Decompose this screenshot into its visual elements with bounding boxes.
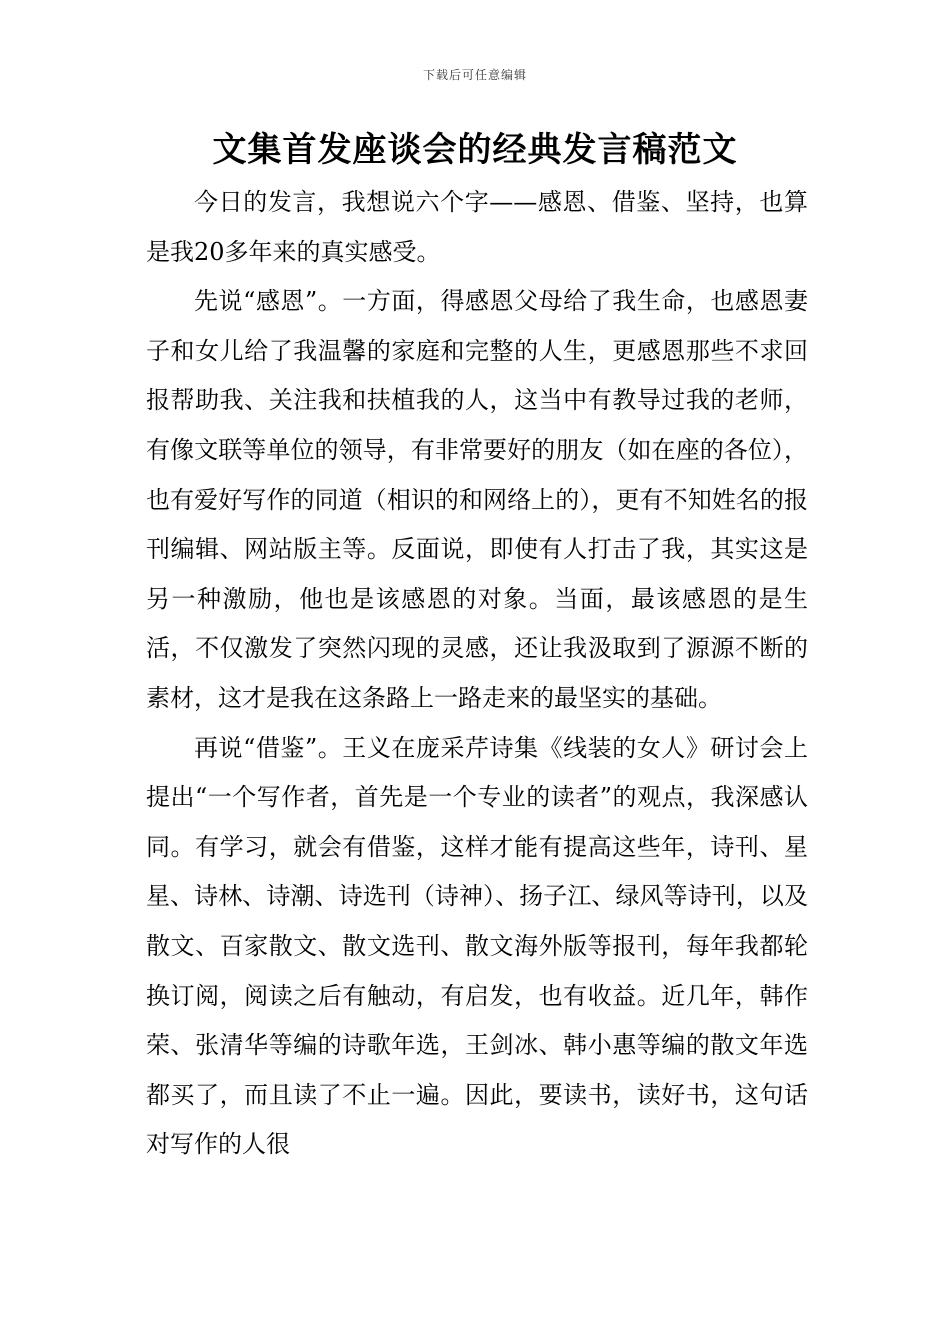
paragraph-gratitude: 先说“感恩”。一方面，得感恩父母给了我生命，也感恩妻子和女儿给了我温馨的家庭和完整的人生，更感恩那些不求回报帮助我、关注我和扶植我的人，这当中有教导过我的老师，有像文联等单位的领导，有非常要好的朋友（如在座的各位），也有爱好写作的同道（相识的和网络上的），更有不知姓名的报刊编辑、网站版主等。反面说，即使有人打击了我，其实这是另一种激励，他也是该感恩的对象。当面，最该感恩的是生活，不仅激发了突然闪现的灵感，还让我汲取到了源源不断的素材，这才是我在这条路上一路走来的最坚实的基础。 [146, 287, 808, 712]
document-body [146, 178, 808, 1170]
header-note: 下载后可任意编辑 [422, 68, 527, 82]
paragraph-intro: 今日的发言，我想说六个字——感恩、借鉴、坚持，也算是我20多年来的真实感受。 [146, 188, 808, 266]
document-title: 文集首发座谈会的经典发言稿范文 [212, 130, 738, 170]
paragraph-reference: 再说“借鉴”。王义在庞采芹诗集《线装的女人》研讨会上提出“一个写作者，首先是一个专业的读者”的观点，我深感认同。有学习，就会有借鉴，这样才能有提高这些年，诗刊、星星、诗林、诗潮、诗选刊（诗神）、扬子江、绿风等诗刊，以及散文、百家散文、散文选刊、散文海外版等报刊，每年我都轮换订阅，阅读之后有触动，有启发，也有收益。近几年，韩作荣、张清华等编的诗歌年选，王剑冰、韩小惠等编的散文年选都买了，而且读了不止一遍。因此，要读书，读好书，这句话对写作的人很 [146, 733, 808, 1159]
